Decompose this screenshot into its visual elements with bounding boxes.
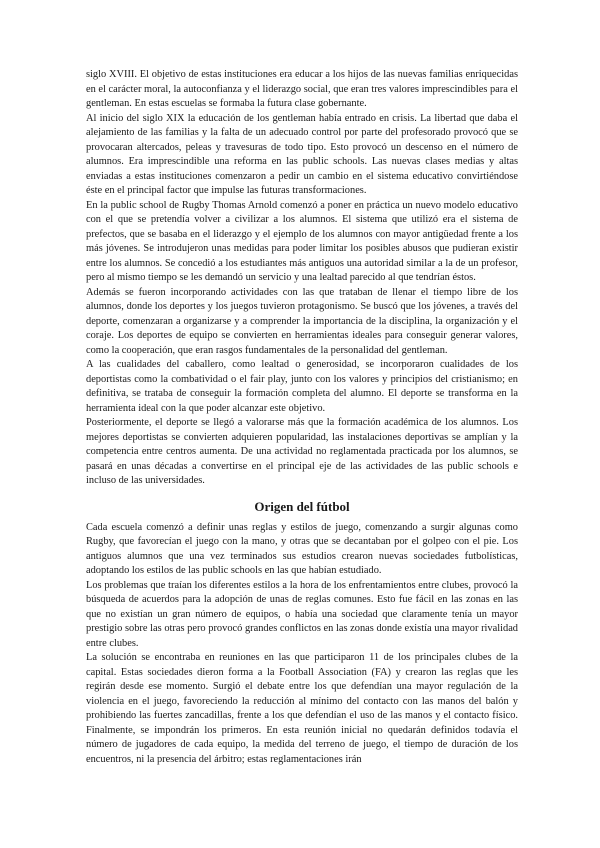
paragraph: Posteriormente, el deporte se llegó a valorarse más que la formación académica de los alumnos. Los mejores deportistas se convierten adquieren popularidad, las instalaciones deportivas se amplían y la competencia entre centros aumenta. De una actividad no reglamentada practicada por los alumnos, se pasará en unas décadas a convertirse en el principal eje de las actividades de las public schools e incluso de las universidades.	[86, 417, 518, 486]
paragraph: Cada escuela comenzó a definir unas reglas y estilos de juego, comenzando a surgir algunas como Rugby, que favorecían el juego con la mano, y otras que se decantaban por el golpeo con el pie. Los antiguos alumnos que una vez terminados sus estudios crearon nuevas sociedades futbolísticas, adoptando los estilos de las public schools en las que habían estudiado.	[86, 521, 518, 576]
paragraph: siglo XVIII. El objetivo de estas instituciones era educar a los hijos de las nuevas familias enriquecidas en el carácter moral, la autoconfianza y el liderazgo social, que eran tres valores imprescindibles para el gentleman. En estas escuelas se formaba la futura clase gobernante.	[86, 69, 518, 109]
paragraph: Los problemas que traían los diferentes estilos a la hora de los enfrentamientos entre clubes, provocó la búsqueda de acuerdos para la adopción de unas de reglas comunes. Esto fue fácil en las zonas en las que no existían un gran número de equipos, o había una sociedad que claramente tenía un mayor prestigio sobre las otras pero provocó grandes conflictos en las zonas donde existía una mayor rivalidad entre clubes.	[86, 579, 518, 649]
paragraph: A las cualidades del caballero, como lealtad o generosidad, se incorporaron cualidades de los deportistas como la combatividad o el fair play, junto con los valores y principios del cristianismo; en definitiva, se trataba de conseguir la formación completa del alumno. El deporte se transforma en la herramienta ideal con la que poder alcanzar este objetivo.	[86, 359, 518, 414]
paragraph: En la public school de Rugby Thomas Arnold comenzó a poner en práctica un nuevo modelo educativo con el que se pretendía volver a civilizar a los alumnos. El sistema que utilizó era el sistema de prefectos, que se basaba en el liderazgo y el ejemplo de los alumnos con mayor antigüedad frente a los más jóvenes. Se introdujeron unas medidas para poder limitar los posibles abusos que pudieran existir entre los alumnos. Se concedió a los estudiantes más antiguos una autoridad similar a la de un profesor, pero al mismo tiempo se les demandó un servicio y una lealtad parecido al que tendrían éstos.	[86, 199, 518, 283]
paragraph: Al inicio del siglo XIX la educación de los gentleman había entrado en crisis. La libertad que daba el alejamiento de las familias y la falta de un adecuado control por parte del profesorado provocó que se provocaran altercados, peleas y travesuras de todo tipo. Esto provocó un descenso en el número de alumnos. Era imprescindible una reforma en las public schools. Las nuevas clases medias y altas enviadas a estas instituciones comenzaron a pedir un cambio en el sistema educativo convirtiéndose éste en el principal factor que impulse las futuras transformaciones.	[86, 112, 518, 196]
section-title: Origen del fútbol	[254, 498, 350, 514]
document-page	[86, 68, 518, 767]
paragraph: Además se fueron incorporando actividades con las que trataban de llenar el tiempo libre de los alumnos, donde los deportes y los juegos tuvieron protagonismo. Se buscó que los jóvenes, a través del deporte, comenzaran a organizarse y a comprender la importancia de la disciplina, la organización y el coraje. Los deportes de equipo se convierten en herramientas ideales para conseguir generar valores, como la cooperación, que eran rasgos fundamentales de la personalidad del gentleman.	[86, 286, 518, 356]
paragraph: La solución se encontraba en reuniones en las que participaron 11 de los principales clubes de la capital. Estas sociedades dieron forma a la Football Association (FA) y crearon las reglas que les regirán desde ese momento. Surgió el debate entre los que defendían una mayor regulación de la violencia en el juego, favoreciendo la reducción al mínimo del contacto con las manos del balón y prohibiendo las fuertes zancadillas, frente a los que defendían el uso de las manos y el contacto físico. Finalmente, se impondrán los primeros. En esta reunión inicial no quedarán definidos todavía el número de jugadores de cada equipo, la medida del terreno de juego, el tiempo de duración de los encuentros, ni la presencia del árbitro; estas reglamentaciones irán	[86, 652, 518, 765]
